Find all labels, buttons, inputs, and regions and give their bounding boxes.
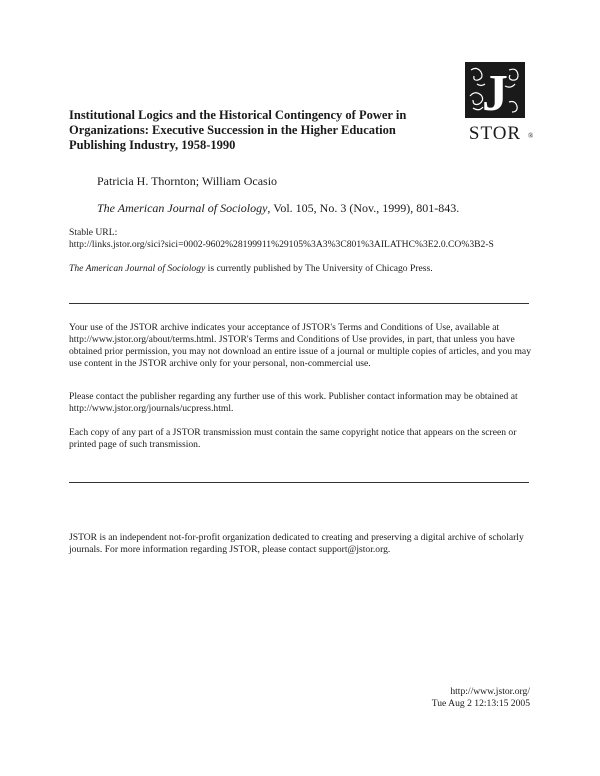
terms-paragraph-3: Each copy of any part of a JSTOR transmission must contain the same copyright notice that appears on the screen or printed page of such transmission. [69, 427, 517, 450]
stable-url-link[interactable]: http://links.jstor.org/sici?sici=0002-9602%28199911%29105%3A3%3C801%3AILATHC%3E2.0.CO%3B2-S [69, 239, 494, 250]
footer-url[interactable]: http://www.jstor.org/ [450, 686, 530, 697]
stable-url-label: Stable URL: [69, 227, 118, 238]
footer-timestamp: Tue Aug 2 12:13:15 2005 [431, 698, 530, 709]
jstor-logo-graphic [465, 62, 525, 142]
jstor-logo [465, 62, 525, 142]
logo-text: STOR [468, 123, 522, 142]
terms-paragraph-1: Your use of the JSTOR archive indicates your acceptance of JSTOR's Terms and Conditions of Use, available at http://www.jstor.org/about/terms.html. JSTOR's Terms and Conditions of Use provides, in part, that unless you have obtained prior permission, you may not download an entire issue of a journal or multiple copies of articles, and you may use content in the JSTOR archive only for your personal, non-commercial use. [69, 322, 531, 369]
citation-details: , Vol. 105, No. 3 (Nov., 1999), 801-843. [267, 201, 460, 215]
article-title: Institutional Logics and the Historical Contingency of Power in Organizations: Executive Succession in the Higher Education Publishing Industry, 1958-1990 [69, 108, 407, 152]
jstor-about: JSTOR is an independent not-for-profit organization dedicated to creating and preserving a digital archive of scholarly journals. For more information regarding JSTOR, please contact support@jstor.org. [69, 532, 524, 555]
terms-paragraph-2: Please contact the publisher regarding any further use of this work. Publisher contact information may be obtained at http://www.jstor.org/journals/ucpress.html. [69, 391, 518, 414]
divider-top [69, 303, 529, 304]
article-authors: Patricia H. Thornton; William Ocasio [97, 174, 278, 188]
logo-letter: J [482, 65, 508, 122]
publisher-text: is currently published by The University of Chicago Press. [205, 263, 433, 274]
publisher-line [69, 263, 433, 275]
article-citation [97, 201, 459, 216]
publisher-journal: The American Journal of Sociology [69, 263, 206, 274]
citation-journal: The American Journal of Sociology [97, 201, 268, 215]
divider-bottom [69, 482, 529, 483]
registered-mark: ® [528, 132, 534, 140]
